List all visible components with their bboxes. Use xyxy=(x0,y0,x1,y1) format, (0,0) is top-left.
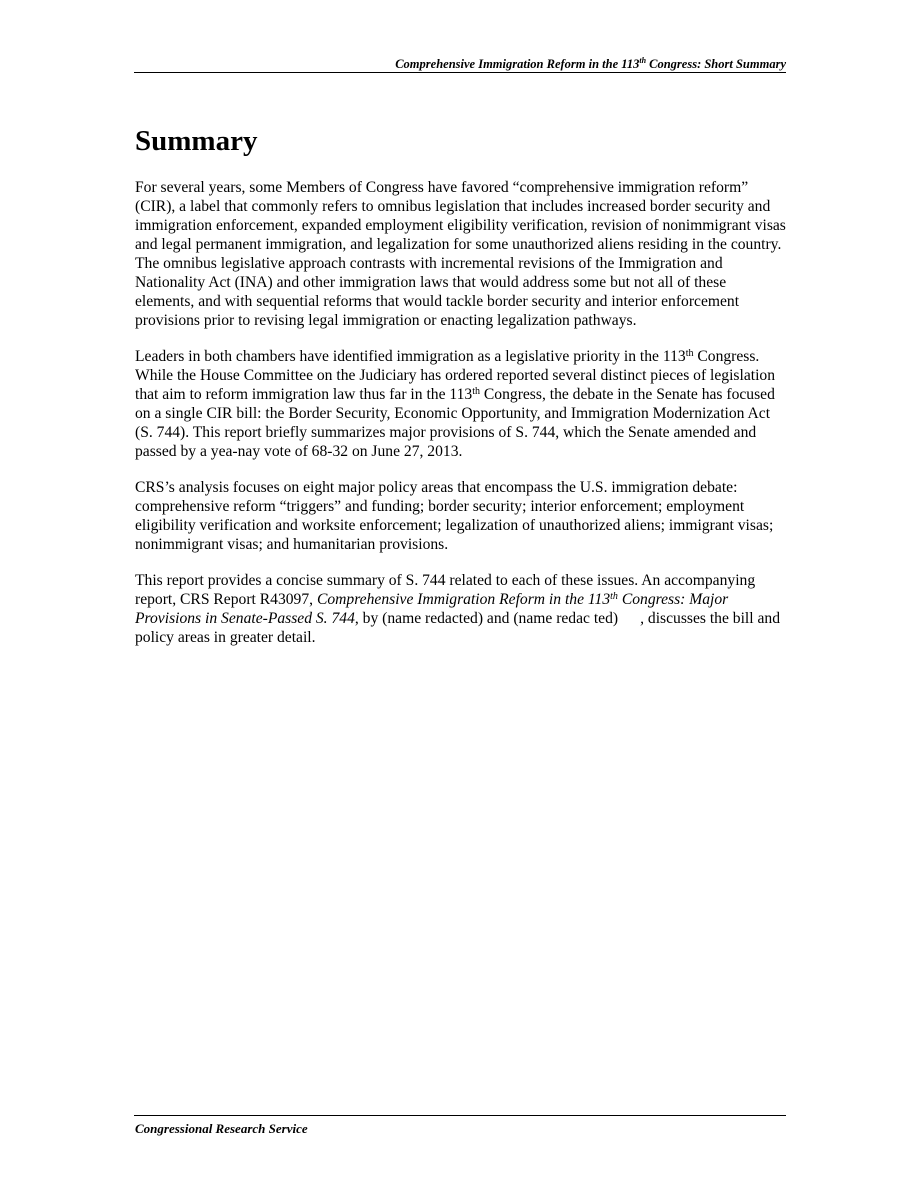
report-title-italic: Comprehensive Immigration Reform in the 113 xyxy=(316,591,611,608)
running-header-superscript: th xyxy=(639,55,647,65)
paragraph-text: , by (name redacted) and (name redac ted) xyxy=(354,610,619,627)
ordinal-superscript: th xyxy=(610,591,618,602)
paragraph-text: Congress. While the House Committee on the Judiciary has ordered reported several distinct pieces of legislation that aim to reform immigration law thus far in the 113 xyxy=(135,348,776,403)
summary-body xyxy=(135,178,787,664)
page-title: Summary xyxy=(135,125,258,157)
footer-divider xyxy=(134,1115,786,1116)
header-divider xyxy=(134,72,786,73)
ordinal-superscript: th xyxy=(685,348,694,359)
running-header-title-end: Congress: Short Summary xyxy=(646,57,786,71)
paragraph-text: Congress, the debate in the Senate has focused on a single CIR bill: the Border Security, Economic Opportunity, and Immigration Modernization Act (S. 744). This report briefly summarizes major provisions of S. 744, which the Senate amended and passed by a yea-nay vote of 68-32 on June 27, 2013. xyxy=(135,386,775,460)
redacted-comma: , xyxy=(640,610,644,627)
report-title-italic: Congress: Major Provisions in Senate-Passed S. 744 xyxy=(135,591,729,627)
running-header xyxy=(134,56,786,72)
paragraph-legislative-priority xyxy=(135,347,787,461)
footer-publisher: Congressional Research Service xyxy=(135,1121,308,1136)
ordinal-superscript: th xyxy=(472,386,480,397)
running-header-title: Comprehensive Immigration Reform in the 113 xyxy=(395,57,640,71)
paragraph-text: discusses the bill and policy areas in greater detail. xyxy=(135,610,780,646)
paragraph-policy-areas: CRS’s analysis focuses on eight major policy areas that encompass the U.S. immigration debate: comprehensive reform “triggers” and funding; border security; interior enforcement; employment eligibility verification and worksite enforcement; legalization of unauthorized aliens; immigrant visas; nonimmigrant visas; and humanitarian provisions. xyxy=(135,479,774,553)
paragraph-report-scope xyxy=(135,571,787,647)
paragraph-text: Leaders in both chambers have identified immigration as a legislative priority in the 113 xyxy=(135,348,686,365)
paragraph-cir-definition: For several years, some Members of Congress have favored “comprehensive immigration reform” (CIR), a label that commonly refers to omnibus legislation that includes increased border security and immigration enforcement, expanded employment eligibility verification, revision of nonimmigrant visas and legal permanent immigration, and legalization for some unauthorized aliens residing in the country. The omnibus legislative approach contrasts with incremental revisions of the Immigration and Nationality Act (INA) and other immigration laws that would address some but not all of these elements, and with sequential reforms that would tackle border security and interior enforcement provisions prior to revising legal immigration or enacting legalization pathways. xyxy=(135,179,786,329)
paragraph-text: This report provides a concise summary of S. 744 related to each of these issues. An accompanying report, CRS Report R43097, xyxy=(135,572,756,608)
